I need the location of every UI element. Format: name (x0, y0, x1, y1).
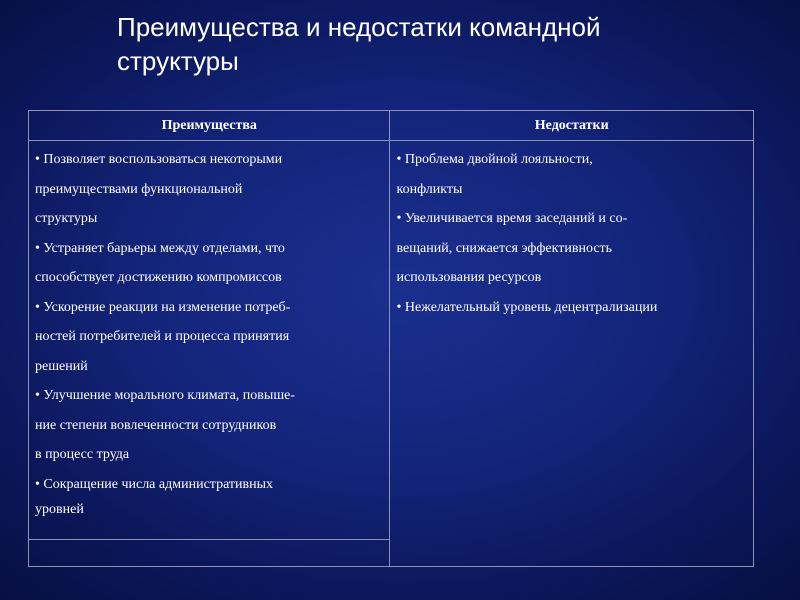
empty-cell (29, 540, 390, 567)
advantage-item (35, 470, 383, 522)
advantage-line: способствует достижению компромиссов (35, 270, 282, 285)
advantage-line: ностей потребителей и процесса принятия (35, 329, 290, 344)
advantage-line: решений (35, 358, 88, 374)
advantage-item (35, 293, 383, 382)
table-body-row (29, 141, 754, 540)
advantage-line: уровней (35, 502, 84, 517)
disadvantage-item (396, 204, 747, 293)
table-header-row (29, 111, 754, 141)
disadvantage-line: конфликты (396, 181, 463, 197)
slide-title-line-1: Преимущества и недостатки командной (117, 12, 601, 42)
header-advantages: Преимущества (29, 111, 390, 141)
advantages-list (29, 141, 389, 521)
disadvantage-line: • Проблема двойной лояльности, (396, 152, 593, 167)
disadvantages-cell (390, 141, 754, 567)
advantage-item (35, 145, 383, 234)
disadvantage-item (396, 145, 747, 204)
advantage-line: • Улучшение морального климата, повыше- (35, 388, 295, 403)
advantages-cell (29, 141, 390, 540)
disadvantages-list (390, 141, 753, 322)
advantage-line: • Устраняет барьеры между отделами, что (35, 240, 285, 256)
slide-title (117, 10, 757, 78)
disadvantage-item (396, 293, 747, 323)
disadvantage-line: использования ресурсов (396, 270, 542, 285)
comparison-table (28, 110, 754, 567)
header-disadvantages: Недостатки (390, 111, 754, 141)
advantage-item (35, 234, 383, 293)
advantage-item (35, 381, 383, 470)
advantage-line: в процесс труда (35, 447, 130, 462)
advantage-line: • Позволяет воспользоваться некоторыми (35, 152, 283, 167)
advantage-line: преимуществами функциональной (35, 181, 243, 197)
disadvantage-line: • Увеличивается время заседаний и со- (396, 211, 628, 226)
slide-title-line-2: структуры (117, 46, 239, 76)
disadvantage-line: • Нежелательный уровень децентрализации (396, 299, 658, 315)
disadvantage-line: вещаний, снижается эффективность (396, 240, 613, 256)
advantage-line: • Сокращение числа административных (35, 476, 274, 492)
advantage-line: ние степени вовлеченности сотрудников (35, 417, 277, 433)
advantage-line: • Ускорение реакции на изменение потреб- (35, 299, 291, 315)
advantage-line: структуры (35, 211, 98, 226)
